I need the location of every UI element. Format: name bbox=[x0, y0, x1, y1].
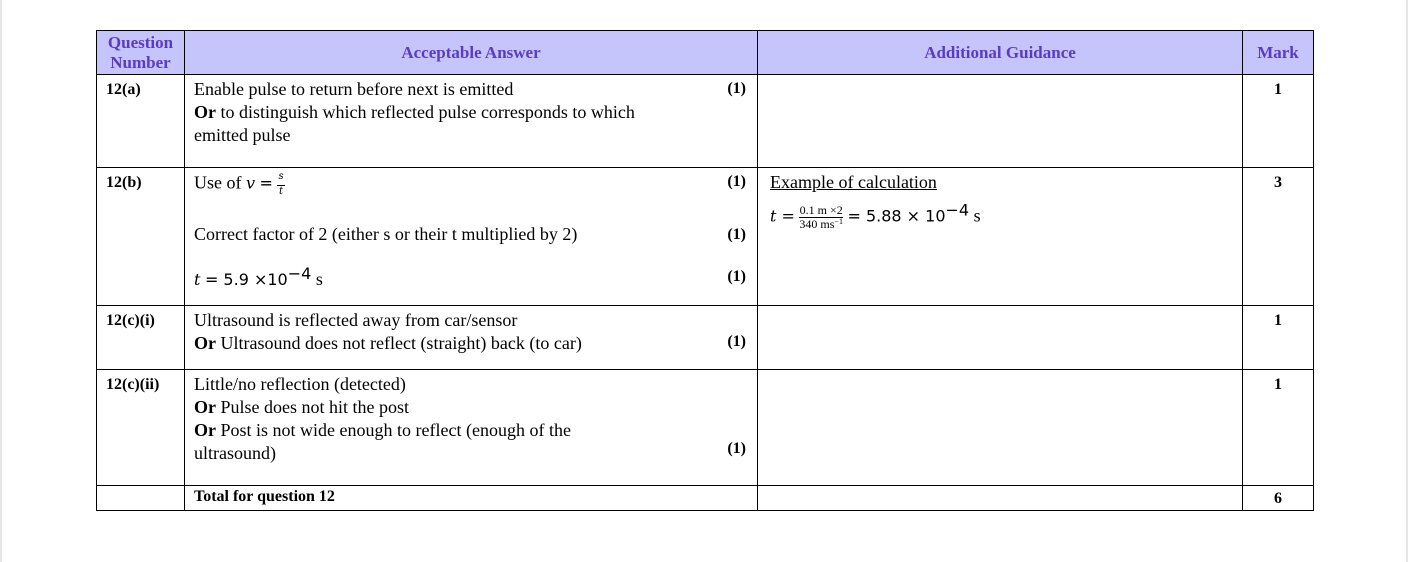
fraction: $\frac{0.1 m \times 2}{340 ms^{-1}}$ bbox=[799, 203, 843, 231]
answer-line: Or Pulse does not hit the post bbox=[194, 397, 409, 417]
fraction: $\frac{s}{t}$ bbox=[278, 171, 284, 197]
total-label: Total for question 12 bbox=[185, 486, 758, 511]
question-number: 12(c)(ii) bbox=[97, 370, 185, 486]
header-question-number: Question Number bbox=[97, 31, 185, 75]
answer-mark: (1) bbox=[727, 440, 746, 457]
answer-line: Little/no reflection (detected) bbox=[194, 374, 406, 394]
answer-mark: (1) bbox=[727, 333, 746, 350]
mark-value: 1 bbox=[1243, 306, 1314, 370]
total-guidance-cell bbox=[758, 486, 1243, 511]
header-row bbox=[97, 31, 1314, 75]
mark-scheme-table bbox=[96, 30, 1314, 511]
table-row bbox=[97, 75, 1314, 168]
answer-mark: (1) bbox=[727, 268, 746, 285]
answer-line: Or Post is not wide enough to reflect (enough of the bbox=[194, 420, 571, 440]
left-frame-edge bbox=[0, 0, 2, 562]
acceptable-answer bbox=[185, 168, 758, 306]
answer-mark: (1) bbox=[727, 226, 746, 243]
acceptable-answer bbox=[185, 370, 758, 486]
or-label: Or bbox=[194, 102, 216, 122]
additional-guidance bbox=[758, 75, 1243, 168]
acceptable-answer bbox=[185, 75, 758, 168]
answer-line: Use of v = $\frac{s}{t}$ bbox=[194, 171, 284, 197]
question-number: 12(a) bbox=[97, 75, 185, 168]
additional-guidance bbox=[758, 306, 1243, 370]
or-label: Or bbox=[194, 333, 216, 353]
answer-mark: (1) bbox=[727, 80, 746, 97]
guidance-title: Example of calculation bbox=[770, 172, 937, 192]
answer-line: $t = 5.9 \times 10^{-4}$ s bbox=[194, 264, 323, 289]
mark-value: 1 bbox=[1243, 370, 1314, 486]
additional-guidance bbox=[758, 370, 1243, 486]
answer-line: Enable pulse to return before next is emitted bbox=[194, 79, 514, 99]
answer-line: Or Ultrasound does not reflect (straight) back (to car) bbox=[194, 333, 582, 353]
or-label: Or bbox=[194, 420, 216, 440]
table-row bbox=[97, 370, 1314, 486]
answer-line: Or to distinguish which reflected pulse corresponds to which bbox=[194, 102, 635, 122]
total-question-cell bbox=[97, 486, 185, 511]
acceptable-answer bbox=[185, 306, 758, 370]
answer-line: Correct factor of 2 (either s or their t multiplied by 2) bbox=[194, 224, 578, 244]
header-additional-guidance: Additional Guidance bbox=[758, 31, 1243, 75]
mark-value: 1 bbox=[1243, 75, 1314, 168]
formula-variable: v bbox=[246, 173, 256, 193]
question-number: 12(b) bbox=[97, 168, 185, 306]
answer-line: ultrasound) bbox=[194, 443, 276, 463]
answer-line: Ultrasound is reflected away from car/sensor bbox=[194, 310, 518, 330]
answer-line: emitted pulse bbox=[194, 125, 291, 145]
header-mark: Mark bbox=[1243, 31, 1314, 75]
total-mark: 6 bbox=[1243, 486, 1314, 511]
additional-guidance bbox=[758, 168, 1243, 306]
guidance-formula: t = $\frac{0.1 m \times 2}{340 ms^{-1}}$ = $5.88 \times 10^{-4}$ s bbox=[770, 200, 981, 231]
or-label: Or bbox=[194, 397, 216, 417]
mark-value: 3 bbox=[1243, 168, 1314, 306]
table-row bbox=[97, 168, 1314, 306]
question-number: 12(c)(i) bbox=[97, 306, 185, 370]
table-row bbox=[97, 306, 1314, 370]
total-row bbox=[97, 486, 1314, 511]
answer-mark: (1) bbox=[727, 173, 746, 190]
header-acceptable-answer: Acceptable Answer bbox=[185, 31, 758, 75]
